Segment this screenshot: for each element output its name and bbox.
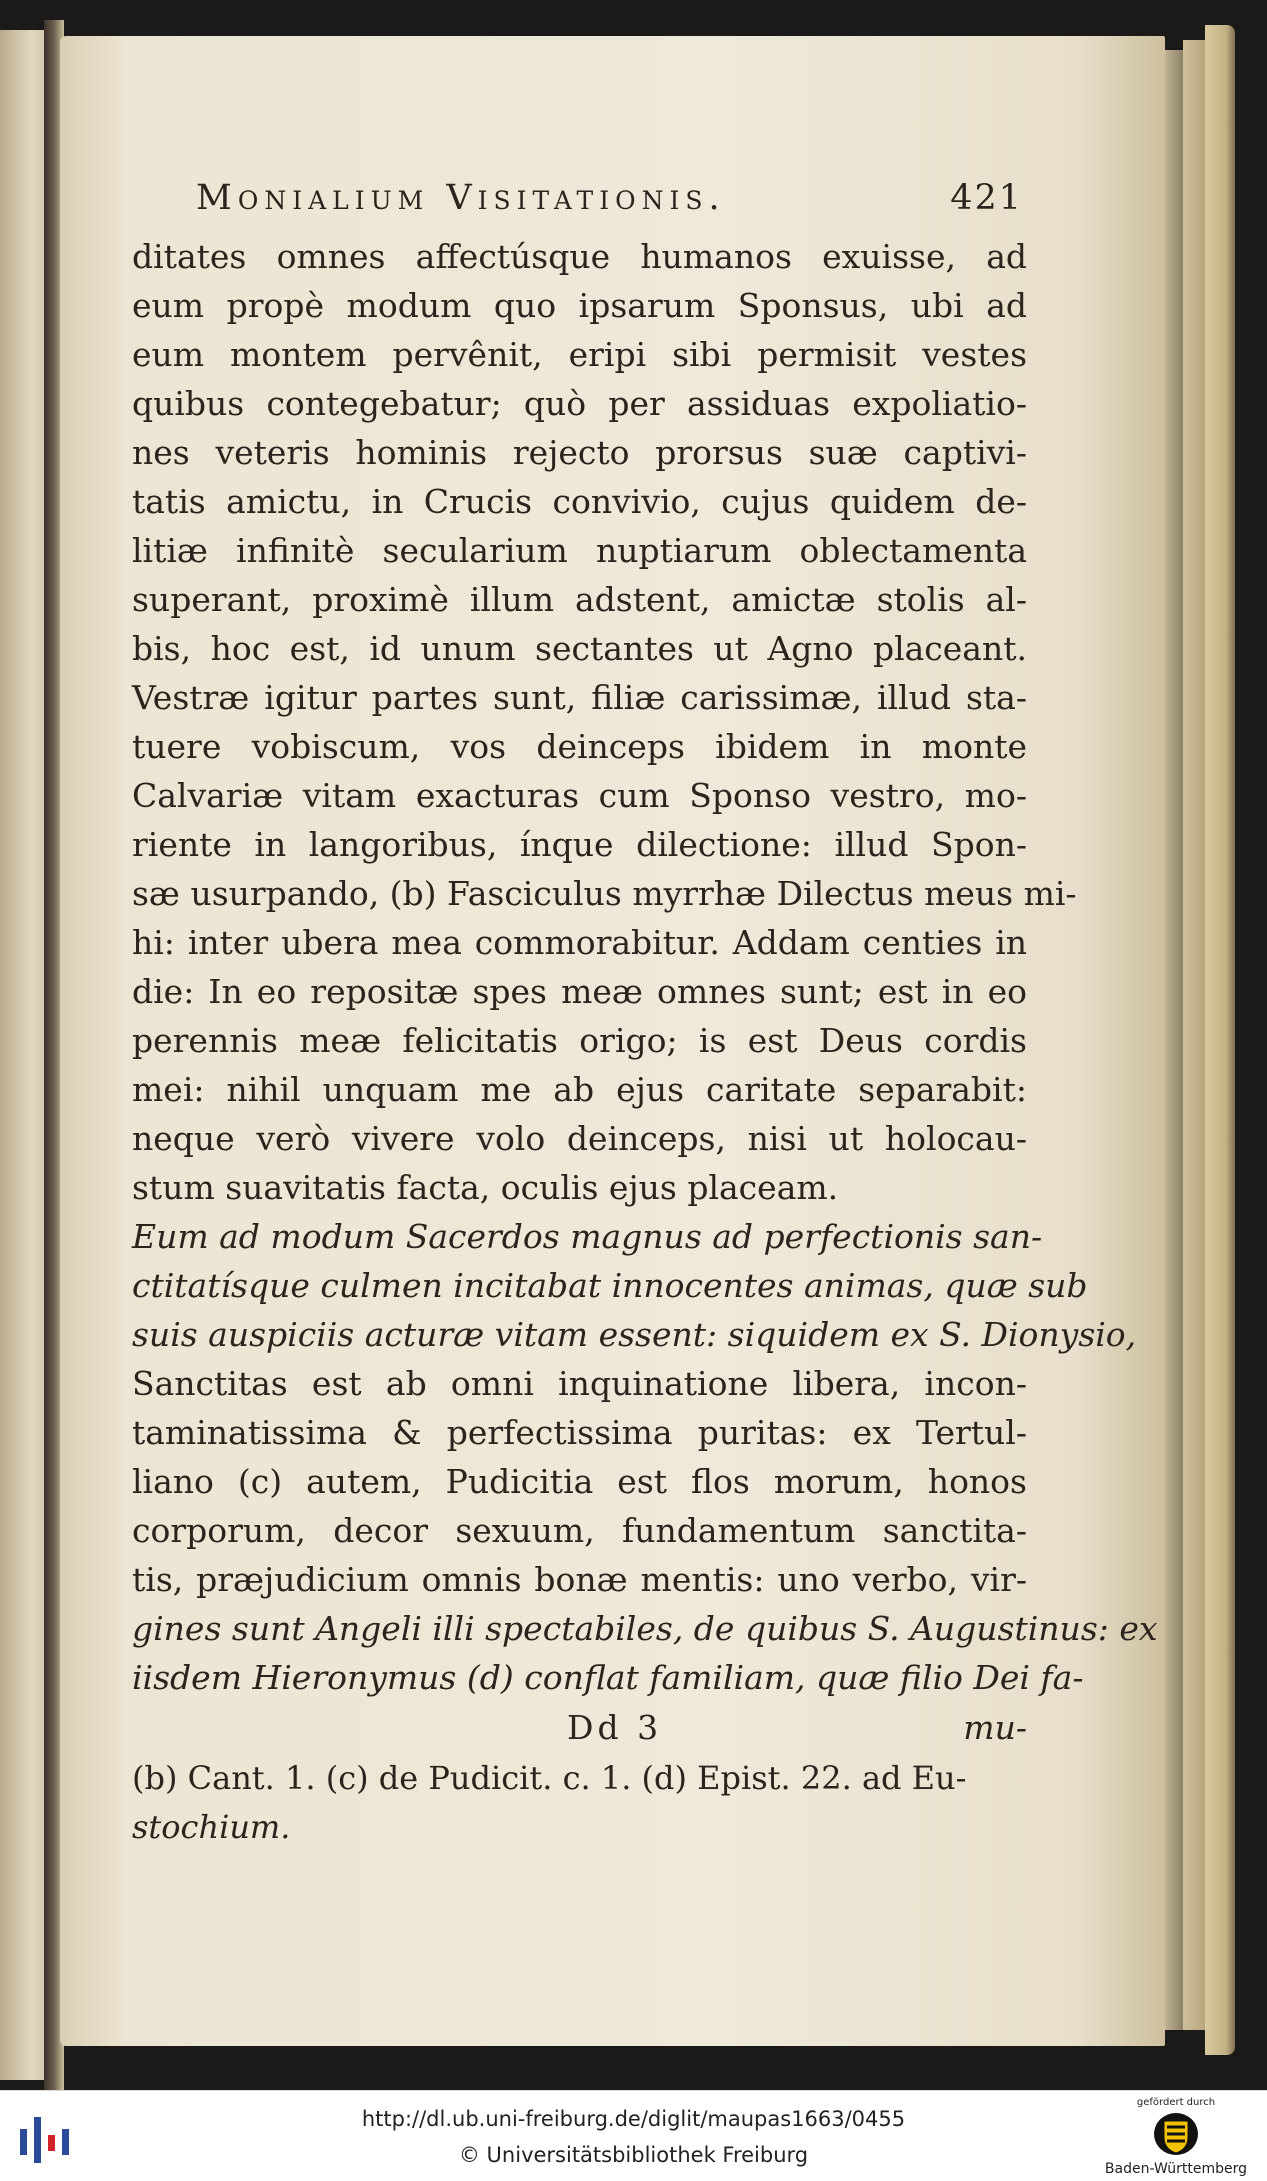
text-line: eum montem pervênit, eripi sibi permisit vestes	[132, 335, 1027, 374]
text-line: bis, hoc est, id unum sectantes ut Agno placeant.	[132, 629, 1027, 668]
footnote-line: (b) Cant. 1. (c) de Pudicit. c. 1. (d) Epist. 22. ad Eu-	[132, 1759, 967, 1797]
page-number: 421	[950, 178, 1023, 218]
text-line: ditates omnes affectúsque humanos exuisse, ad	[132, 237, 1027, 276]
text-line: neque verò vivere volo deinceps, nisi ut holocau-	[132, 1119, 1027, 1158]
text-line-italic: suis auspiciis acturæ vitam essent: siquidem ex S. Dionysio,	[132, 1315, 1137, 1354]
text-line: corporum, decor sexuum, fundamentum sanctita-	[132, 1511, 1027, 1550]
text-line: liano (c) autem, Pudicitia est flos morum, honos	[132, 1462, 1027, 1501]
text-line: stum suavitatis facta, oculis ejus placeam.	[132, 1168, 839, 1207]
text-line: sæ usurpando, (b) Fasciculus myrrhæ Dilectus meus mi-	[132, 874, 1077, 913]
text-line: tatis amictu, in Crucis convivio, cujus quidem de-	[132, 482, 1027, 521]
page-edge	[1165, 50, 1183, 2030]
text-line: tuere vobiscum, vos deinceps ibidem in monte	[132, 727, 1027, 766]
text-line: Sanctitas est ab omni inquinatione libera, incon-	[132, 1364, 1027, 1403]
signature-row	[132, 1702, 1027, 1754]
text-line: die: In eo repositæ spes meæ omnes sunt; est in eo	[132, 972, 1027, 1011]
copyright-text: © Universitätsbibliothek Freiburg	[458, 2143, 809, 2167]
text-line: perennis meæ felicitatis origo; is est Deus cordis	[132, 1021, 1027, 1060]
catchword: mu-	[963, 1708, 1027, 1747]
sponsor-caption: gefördert durch	[1136, 2097, 1216, 2108]
page-text	[132, 172, 1158, 1852]
running-head	[132, 172, 1027, 232]
text-line-italic: gines sunt Angeli illi spectabiles, de quibus S. Augustinus: ex	[132, 1609, 1158, 1648]
page-edge	[1183, 40, 1205, 2030]
book-cover-edge	[1205, 25, 1235, 2055]
running-head-title: Monialium Visitationis.	[196, 178, 726, 218]
text-line: mei: nihil unquam me ab ejus caritate separabit:	[132, 1070, 1027, 1109]
baden-wuerttemberg-coat-of-arms-icon	[1152, 2111, 1200, 2157]
text-line: taminatissima & perfectissima puritas: ex Tertul-	[132, 1413, 1027, 1452]
text-line: eum propè modum quo ipsarum Sponsus, ubi ad	[132, 286, 1027, 325]
sponsor-name: Baden-Württemberg	[1104, 2161, 1248, 2177]
text-line: nes veteris hominis rejecto prorsus suæ captivi-	[132, 433, 1027, 472]
sponsor-block	[1096, 2097, 1256, 2177]
signature-mark: Dd 3	[567, 1708, 663, 1747]
text-line: hi: inter ubera mea commorabitur. Addam centies in	[132, 923, 1027, 962]
text-line: litiæ infinitè secularium nuptiarum oblectamenta	[132, 531, 1027, 570]
text-line-italic: iisdem Hieronymus (d) conflat familiam, quæ filio Dei fa-	[132, 1658, 1084, 1697]
text-line: quibus contegebatur; quò per assiduas expoliatio-	[132, 384, 1027, 423]
text-line-italic: Eum ad modum Sacerdos magnus ad perfectionis san-	[132, 1217, 1043, 1256]
text-line: tis, præjudicium omnis bonæ mentis: uno verbo, vir-	[132, 1560, 1027, 1599]
viewer-footer	[0, 2090, 1267, 2181]
text-line: Calvariæ vitam exacturas cum Sponso vestro, mo-	[132, 776, 1027, 815]
text-line-italic: ctitatísque culmen incitabat innocentes animas, quæ sub	[132, 1266, 1088, 1305]
text-line: superant, proximè illum adstent, amictæ stolis al-	[132, 580, 1027, 619]
footnote-line: stochium.	[132, 1808, 291, 1846]
text-line: riente in langoribus, ínque dilectione: illud Spon-	[132, 825, 1027, 864]
document-url[interactable]: http://dl.ub.uni-freiburg.de/diglit/maupas1663/0455	[361, 2107, 906, 2131]
text-line: Vestræ igitur partes sunt, filiæ carissimæ, illud sta-	[132, 678, 1027, 717]
